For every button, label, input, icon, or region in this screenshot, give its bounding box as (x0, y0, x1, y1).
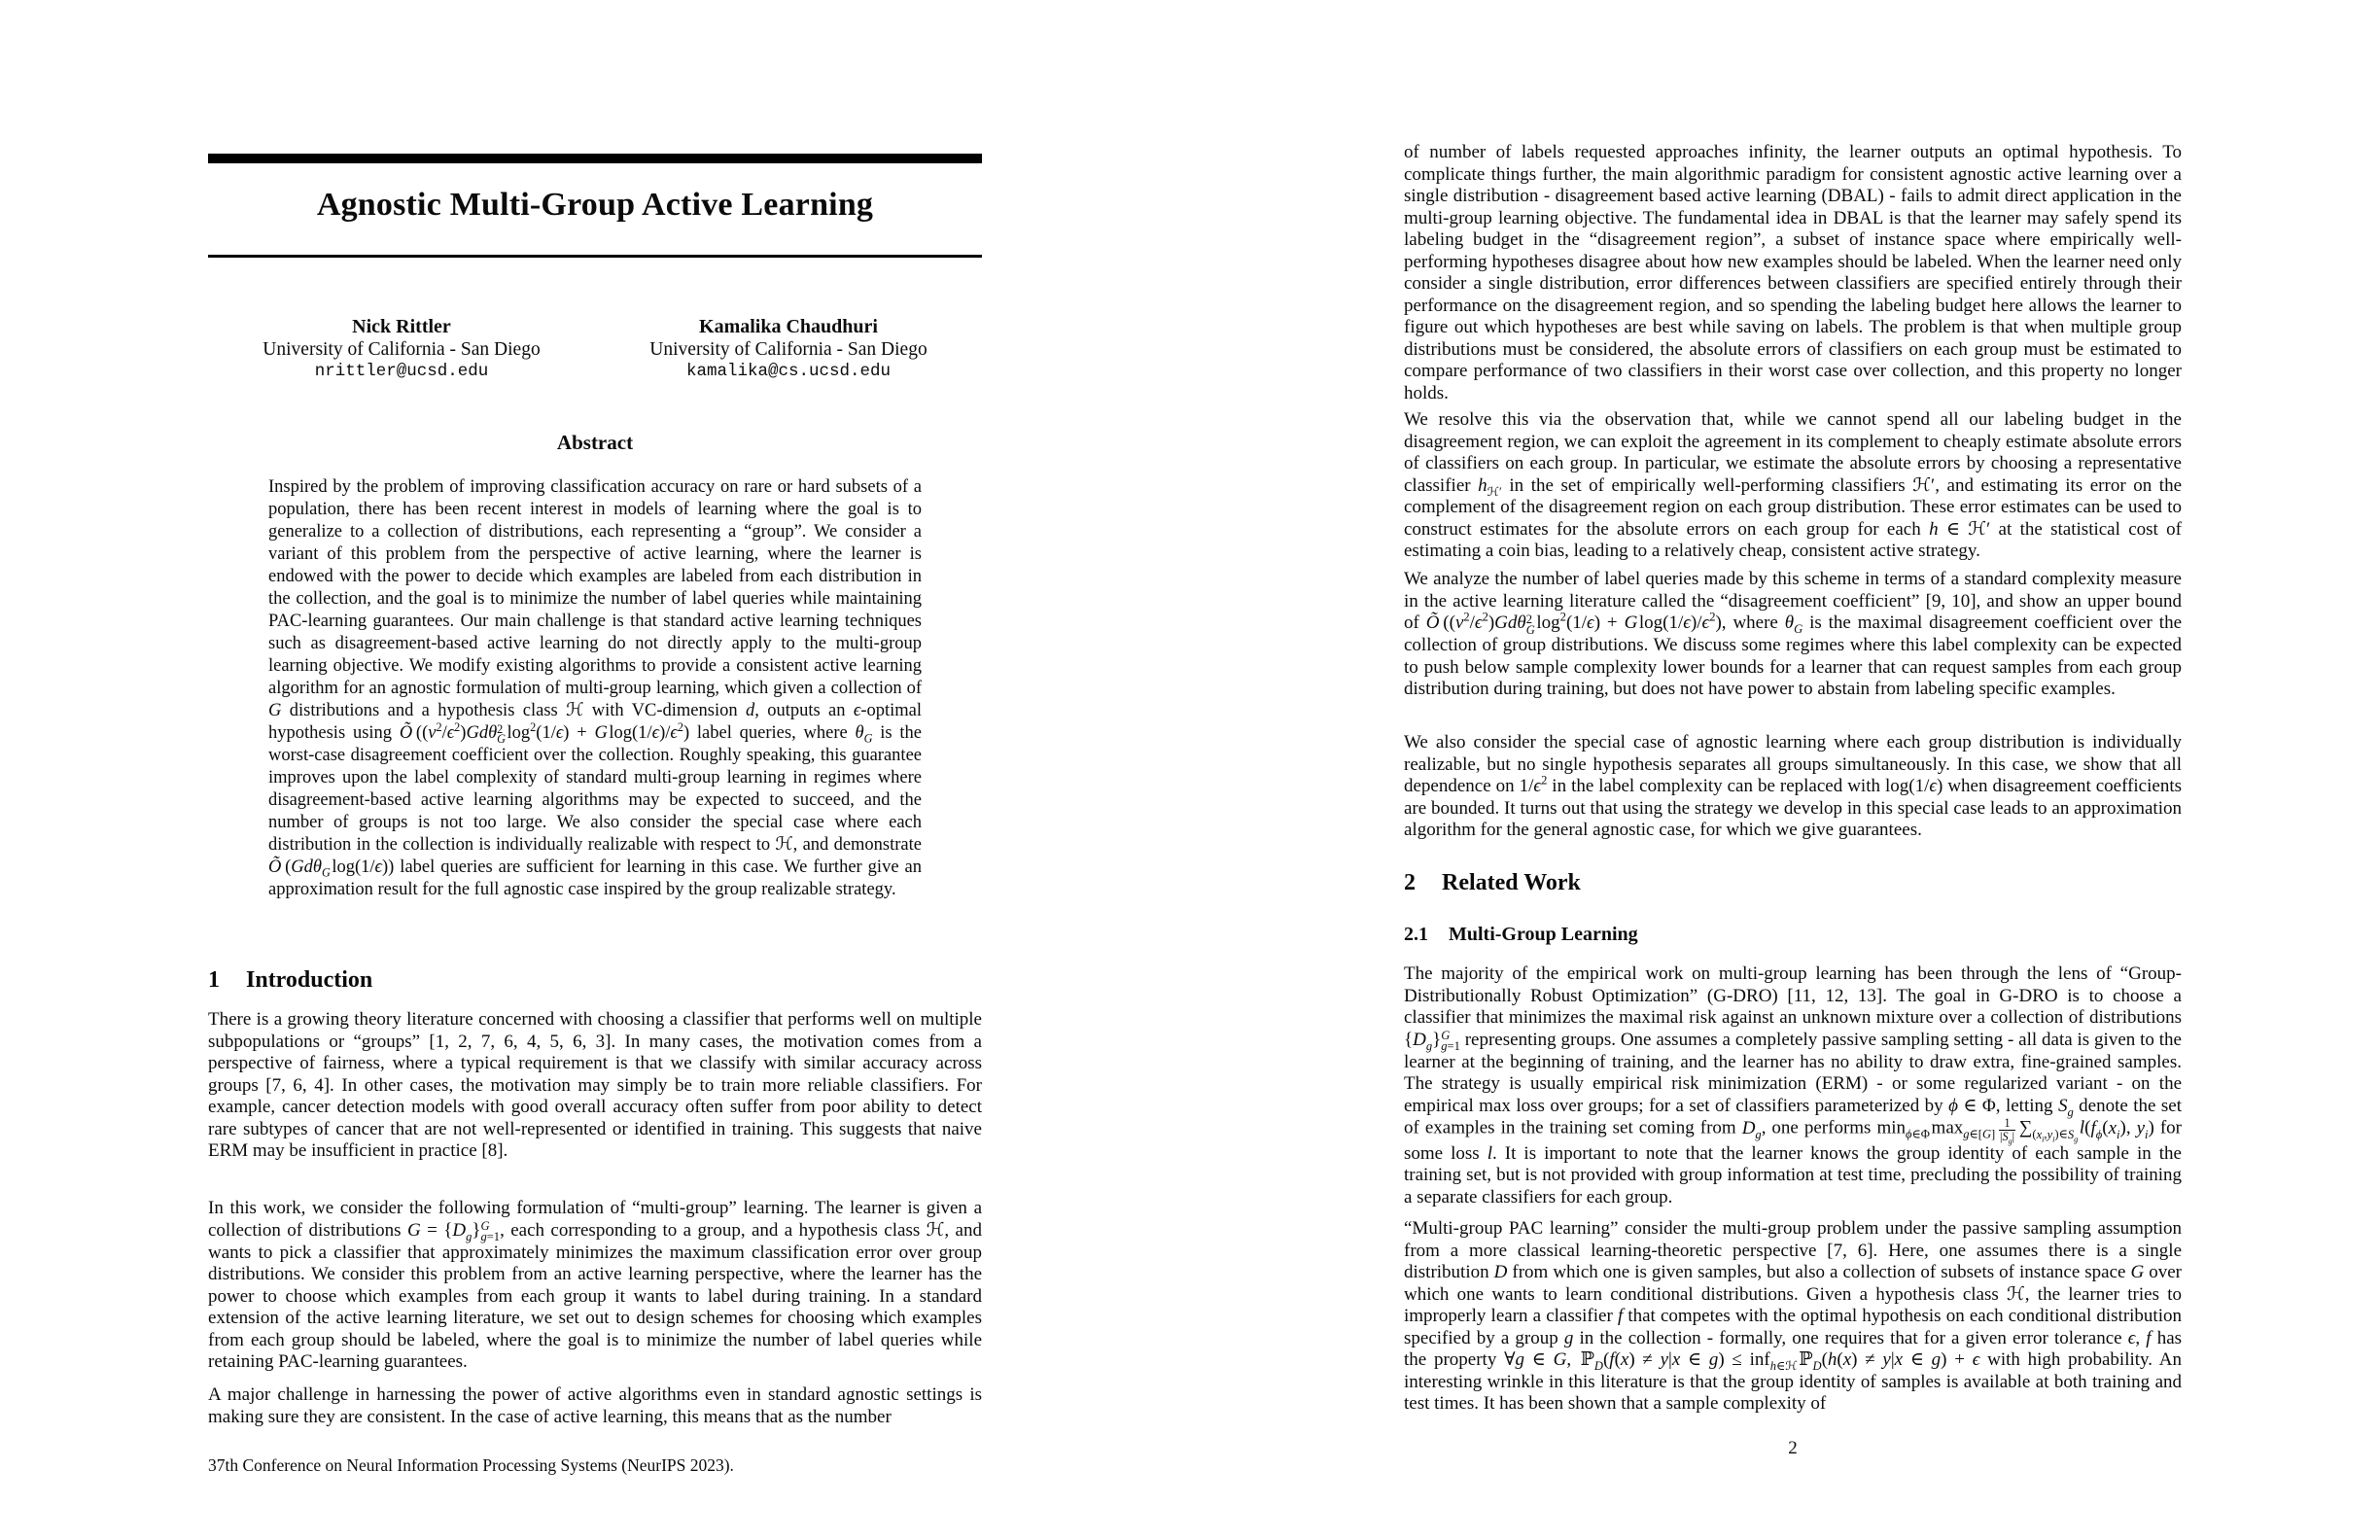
author-1-affiliation: University of California - San Diego (262, 339, 541, 360)
page-1 (208, 0, 982, 1540)
paragraph-labels-infinity: of number of labels requested approaches infinity, the learner outputs an optimal hypothesis. To complicate things further, the main algorithmic paradigm for consistent agnostic active learning over a single distribution - disagreement based active learning (DBAL) - fails to admit direct application in the multi-group learning objective. The fundamental idea in DBAL is that the learner may safely spend its labeling budget in the “disagreement region”, a subset of instance space where empirically well-performing hypotheses disagree about how new examples should be labeled. When the learner need only consider a single distribution, error differences between classifiers are specified entirely through their performance on the disagreement region, and so spending the labeling budget here allows the learner to figure out which hypotheses are best while saving on labels. The problem is that when multiple group distributions must be considered, the absolute errors of classifiers on each group must be estimated to compare performance of two classifiers in their worst case over collection, and this property no longer holds. (1404, 142, 2182, 403)
title-rule-bottom (208, 255, 982, 258)
author-2-affiliation: University of California - San Diego (649, 339, 928, 360)
paper-title: Agnostic Multi-Group Active Learning (316, 187, 874, 223)
abstract-body: Inspired by the problem of improving classification accuracy on rare or hard subsets of a population, there has been recent interest in models of learning where the goal is to generalize to a collection of distributions, each representing a “group”. We consider a variant of this problem from the perspective of active learning, where the learner is endowed with the power to decide which examples are labeled from each distribution in the collection, and the goal is to minimize the number of label queries while maintaining PAC-learning guarantees. Our main challenge is that standard active learning techniques such as disagreement-based active learning do not directly apply to the multi-group learning objective. We modify existing algorithms to provide a consistent active learning algorithm for an agnostic formulation of multi-group learning, which given a collection of G distributions and a hypothesis class ℋ with VC-dimension d, outputs an ϵ-optimal hypothesis using Õ ($(\nu^2/\epsilon^2)Gd\theta$ 2 G $\log^2(1/\epsilon) + G$ $\log(1/\epsilon)/\epsilon^2$) label queries, where $\theta_G$ is the worst-case disagreement coefficient over the collection. Roughly speaking, this guarantee improves upon the label complexity of standard multi-group learning in regimes where disagreement-based active learning algorithms may be expected to succeed, and the number of groups is not too large. We also consider the special case where each distribution in the collection is individually realizable with respect to ℋ, and demonstrate Õ (Gdθ$_G$ log(1/ϵ)) label queries are sufficient for learning in this case. We further give an approximation result for the full agnostic case inspired by the group realizable strategy. (268, 477, 922, 899)
paragraph-special-case: We also consider the special case of agnostic learning where each group distribution is individually realizable, but no single hypothesis separates all groups simultaneously. In this case, we show that all dependence on $1/\epsilon^2$ in the label complexity can be replaced with log(1/ϵ) when disagreement coefficients are bounded. It turns out that using the strategy we develop in this special case leads to an approximation algorithm for the general agnostic case, for which we give guarantees. (1404, 732, 2183, 840)
paragraph-gdro: The majority of the empirical work on multi-group learning has been through the lens of “Group-Distributionally Robust Optimization” (G-DRO) [11, 12, 13]. The goal in G-DRO is to choose a classifier that minimizes the maximal risk against an unknown mixture over a collection of distributions $\{D_g\}$ G g=1 representing groups. One assumes a completely passive sampling setting - all data is given to the learner at the beginning of training, and the learner has no ability to draw extra, fine-grained samples. The strategy is usually empirical risk minimization (ERM) - or some regularized variant - on the empirical max loss over groups; for a set of classifiers parameterized by ϕ ∈ Φ, letting $S_g$ denote the set of examples in the training set coming from $D_g$, one performs $\min_{\phi\in\Phi}$ $\max_{g\in[G]}$ $\frac{1}{|S_g|}$ $\sum_{(x_i,y_i)\in S_g}$ $l(f_\phi(x_i)$, $y_i$) for some loss l. It is important to note that the learner knows the group identity of each sample in the training set, but is not provided with group information at test time, precluding the possibility of training a separate classifiers for each group. (1404, 963, 2182, 1208)
author-block (208, 316, 982, 383)
section-1-number: 1 (208, 967, 220, 993)
section-2-title: Related Work (1442, 870, 1581, 895)
paragraph-multigroup-pac: “Multi-group PAC learning” consider the multi-group problem under the passive sampling assumption from a more classical learning-theoretic perspective [7, 6]. Here, one assumes there is a single distribution D from which one is given samples, but also a collection of subsets of instance space G over which one wants to learn conditional distributions. Given a hypothesis class ℋ, the learner tries to improperly learn a classifier f that competes with the optimal hypothesis on each conditional distribution specified by a group g in the collection - formally, one requires that for a given error tolerance ϵ, f has the property ∀g ∈ G, ℙ$_D$(f(x) ≠ y|x ∈ g) ≤ inf$_{h\in ℋ}$ ℙ$_D$(h(x) ≠ y|x ∈ g) + ϵ with high probability. An interesting wrinkle in this literature is that the group identity of samples is available at both training and test times. It has been shown that a sample complexity of (1404, 1218, 2183, 1414)
page-2 (1404, 0, 2182, 1540)
conference-footnote: 37th Conference on Neural Information Processing Systems (NeurIPS 2023). (208, 1455, 734, 1475)
intro-paragraph-1: There is a growing theory literature concerned with choosing a classifier that performs well on multiple subpopulations or “groups” [1, 2, 7, 6, 4, 5, 6, 3]. In many cases, the motivation comes from a perspective of fairness, where a typical requirement is that we classify with similar accuracy across groups [7, 6, 4]. In other cases, the motivation may simply be to train more reliable classifiers. For example, cancer detection models with good overall accuracy often suffer from poor ability to detect rare subtypes of cancer that are not well-represented or identified in training. This suggests that naive ERM may be insufficient in practice [8]. (208, 1009, 982, 1161)
author-1 (208, 316, 595, 383)
intro-paragraph-3: A major challenge in harnessing the power of active algorithms even in standard agnostic settings is making sure they are consistent. In the case of active learning, this means that as the number (208, 1384, 982, 1427)
section-2-heading (1404, 870, 1581, 896)
author-1-name: Nick Rittler (352, 316, 451, 337)
section-1-heading (208, 967, 372, 994)
author-1-email: nrittler@ucsd.edu (314, 362, 489, 381)
paragraph-we-analyze: We analyze the number of label queries made by this scheme in terms of a standard complexity measure in the active learning literature called the “disagreement coefficient” [9, 10], and show an upper bound of Õ ($(\nu^2/\epsilon^2)Gd\theta$ 2 G $\log^2(1/\epsilon) + G$ $\log(1/\epsilon)/\epsilon^2$), where $\theta_G$ is the maximal disagreement coefficient over the collection of group distributions. We discuss some regimes where this label complexity can be expected to push below sample complexity lower bounds for a learner that can request samples from each group distribution during training, but does not have power to abstain from labeling specific examples. (1404, 569, 2182, 700)
section-2-1-heading (1404, 924, 1638, 946)
intro-paragraph-2: In this work, we consider the following formulation of “multi-group” learning. The learner is given a collection of distributions $G = \{D_g\}$ G g=1 , each corresponding to a group, and a hypothesis class ℋ, and wants to pick a classifier that approximately minimizes the maximum classification error over group distributions. We consider this problem from an active learning perspective, where the learner has the power to choose which examples from each group it wants to label during training. In a standard extension of the active learning literature, we set out to design schemes for choosing which examples from each group should be labeled, where the goal is to minimize the number of label queries while retaining PAC-learning guarantees. (208, 1198, 982, 1373)
section-2-1-number: 2.1 (1404, 924, 1428, 945)
page-number: 2 (1788, 1438, 1798, 1458)
section-2-1-title: Multi-Group Learning (1449, 924, 1638, 945)
author-2 (595, 316, 982, 383)
paragraph-we-resolve: We resolve this via the observation that, while we cannot spend all our labeling budget in the disagreement region, we can exploit the agreement in its complement to cheaply estimate absolute errors of classifiers on each group. In particular, we estimate the absolute errors by choosing a representative classifier $h_{ℋ'}$ in the set of empirically well-performing classifiers ℋ′, and estimating its error on the complement of the disagreement region on each group distribution. These error estimates can be used to construct estimates for the absolute errors on each group for each h ∈ ℋ′ at the statistical cost of estimating a coin bias, leading to a relatively cheap, consistent active strategy. (1404, 409, 2183, 561)
section-2-number: 2 (1404, 870, 1416, 895)
section-1-title: Introduction (246, 967, 373, 993)
author-2-email: kamalika@cs.ucsd.edu (685, 362, 892, 381)
author-2-name: Kamalika Chaudhuri (699, 316, 878, 337)
abstract-heading: Abstract (556, 431, 634, 454)
title-rule-top (208, 154, 982, 163)
